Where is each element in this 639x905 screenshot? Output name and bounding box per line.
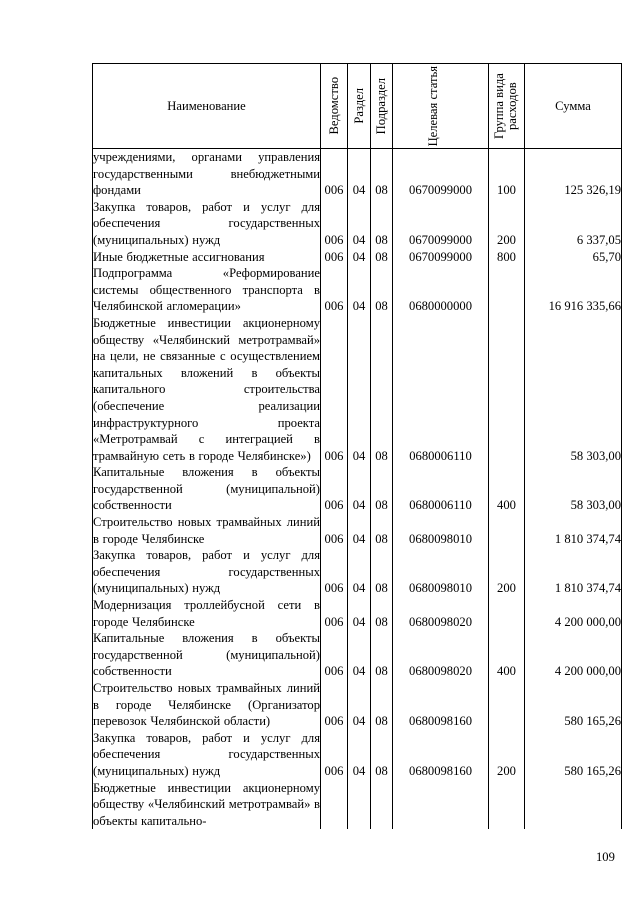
cell-dept: 006 <box>321 630 348 680</box>
cell-group: 400 <box>489 464 525 514</box>
cell-dept: 006 <box>321 315 348 464</box>
cell-sum: 58 303,00 <box>525 464 622 514</box>
cell-subsection: 08 <box>371 547 393 597</box>
cell-group <box>489 780 525 830</box>
cell-name: Закупка товаров, работ и услуг для обеспечения государственных (муниципальных) нужд <box>93 548 320 596</box>
table-row <box>93 730 622 780</box>
table-row <box>93 199 622 249</box>
table-row <box>93 265 622 315</box>
cell-name: Капитальные вложения в объекты государственной (муниципальной) собственности <box>93 465 320 513</box>
cell-sum: 58 303,00 <box>525 315 622 464</box>
cell-target: 0680000000 <box>393 265 489 315</box>
table-row <box>93 630 622 680</box>
cell-sum: 16 916 335,66 <box>525 265 622 315</box>
cell-subsection: 08 <box>371 199 393 249</box>
cell-section: 04 <box>348 249 371 266</box>
cell-sum: 4 200 000,00 <box>525 597 622 630</box>
header-subsection: Подраздел <box>371 64 393 149</box>
cell-subsection: 08 <box>371 249 393 266</box>
cell-section: 04 <box>348 514 371 547</box>
cell-target: 0670099000 <box>393 249 489 266</box>
table-row <box>93 464 622 514</box>
budget-table <box>92 63 622 829</box>
cell-subsection: 08 <box>371 730 393 780</box>
cell-group <box>489 597 525 630</box>
cell-subsection: 08 <box>371 149 393 199</box>
cell-dept: 006 <box>321 547 348 597</box>
cell-dept: 006 <box>321 265 348 315</box>
table-row <box>93 597 622 630</box>
cell-group <box>489 265 525 315</box>
cell-name: Строительство новых трамвайных линий в городе Челябинске (Организатор перевозок Челябинской области) <box>93 681 320 729</box>
cell-sum <box>525 780 622 830</box>
cell-dept: 006 <box>321 680 348 730</box>
cell-section: 04 <box>348 630 371 680</box>
cell-name: учреждениями, органами управления государственными внебюджетными фондами <box>93 150 320 198</box>
cell-group <box>489 680 525 730</box>
cell-dept: 006 <box>321 464 348 514</box>
cell-sum: 580 165,26 <box>525 680 622 730</box>
cell-section: 04 <box>348 730 371 780</box>
cell-group: 800 <box>489 249 525 266</box>
cell-name: Бюджетные инвестиции акционерному обществу «Челябинский метротрамвай» на цели, не связанные с осуществлением капитальных вложений в объекты капитального строительства (обеспечение реализации инфраструктурного проекта «Метротрамвай с интеграцией в трамвайную сеть в городе Челябинске») <box>93 315 320 463</box>
cell-sum: 4 200 000,00 <box>525 630 622 680</box>
cell-subsection: 08 <box>371 464 393 514</box>
cell-name: Иные бюджетные ассигнования <box>93 249 321 266</box>
cell-subsection <box>371 780 393 830</box>
cell-target: 0680098010 <box>393 514 489 547</box>
cell-name: Закупка товаров, работ и услуг для обеспечения государственных (муниципальных) нужд <box>93 199 320 247</box>
cell-group: 200 <box>489 199 525 249</box>
cell-target <box>393 780 489 830</box>
header-sum: Сумма <box>525 64 622 149</box>
table-row <box>93 780 622 830</box>
cell-dept: 006 <box>321 199 348 249</box>
table-row <box>93 315 622 464</box>
table-row <box>93 149 622 199</box>
cell-target: 0680098020 <box>393 630 489 680</box>
cell-dept: 006 <box>321 730 348 780</box>
cell-dept: 006 <box>321 514 348 547</box>
cell-section: 04 <box>348 199 371 249</box>
cell-sum: 6 337,05 <box>525 199 622 249</box>
cell-group <box>489 514 525 547</box>
table-row <box>93 680 622 730</box>
cell-subsection: 08 <box>371 315 393 464</box>
cell-sum: 580 165,26 <box>525 730 622 780</box>
cell-section: 04 <box>348 597 371 630</box>
cell-dept: 006 <box>321 597 348 630</box>
cell-group: 100 <box>489 149 525 199</box>
cell-name: Строительство новых трамвайных линий в городе Челябинске <box>93 515 320 546</box>
cell-sum: 125 326,19 <box>525 149 622 199</box>
cell-subsection: 08 <box>371 514 393 547</box>
cell-section: 04 <box>348 149 371 199</box>
cell-subsection: 08 <box>371 680 393 730</box>
header-dept: Ведомство <box>321 64 348 149</box>
cell-section: 04 <box>348 464 371 514</box>
cell-target: 0680098020 <box>393 597 489 630</box>
header-name: Наименование <box>93 64 321 149</box>
cell-dept: 006 <box>321 149 348 199</box>
cell-section: 04 <box>348 265 371 315</box>
cell-subsection: 08 <box>371 265 393 315</box>
cell-target: 0680098160 <box>393 680 489 730</box>
table-header <box>93 64 622 149</box>
page-number: 109 <box>596 850 615 864</box>
cell-target: 0680006110 <box>393 464 489 514</box>
cell-group <box>489 315 525 464</box>
header-section: Раздел <box>348 64 371 149</box>
cell-subsection: 08 <box>371 597 393 630</box>
cell-dept: 006 <box>321 249 348 266</box>
cell-name: Закупка товаров, работ и услуг для обеспечения государственных (муниципальных) нужд <box>93 730 320 778</box>
cell-target: 0680006110 <box>393 315 489 464</box>
cell-sum: 1 810 374,74 <box>525 547 622 597</box>
cell-section <box>348 780 371 830</box>
cell-sum: 65,70 <box>525 249 622 266</box>
cell-target: 0680098010 <box>393 547 489 597</box>
cell-group: 200 <box>489 730 525 780</box>
table-row <box>93 547 622 597</box>
header-group: Группа вида расходов <box>489 64 525 149</box>
cell-dept <box>321 780 348 830</box>
cell-section: 04 <box>348 547 371 597</box>
cell-section: 04 <box>348 315 371 464</box>
cell-sum: 1 810 374,74 <box>525 514 622 547</box>
table-body <box>93 149 622 830</box>
table-row <box>93 514 622 547</box>
cell-subsection: 08 <box>371 630 393 680</box>
cell-group: 200 <box>489 547 525 597</box>
cell-name: Подпрограмма «Реформирование системы общественного транспорта в Челябинской агломерации» <box>93 266 320 314</box>
header-target: Целевая статья <box>393 64 489 149</box>
cell-name: Бюджетные инвестиции акционерному обществу «Челябинский метротрамвай» в объекты капитально- <box>93 780 320 828</box>
cell-name: Капитальные вложения в объекты государственной (муниципальной) собственности <box>93 631 320 679</box>
cell-target: 0670099000 <box>393 199 489 249</box>
cell-name: Модернизация троллейбусной сети в городе Челябинске <box>93 598 320 629</box>
cell-target: 0670099000 <box>393 149 489 199</box>
cell-section: 04 <box>348 680 371 730</box>
cell-target: 0680098160 <box>393 730 489 780</box>
table-row <box>93 249 622 266</box>
cell-group: 400 <box>489 630 525 680</box>
